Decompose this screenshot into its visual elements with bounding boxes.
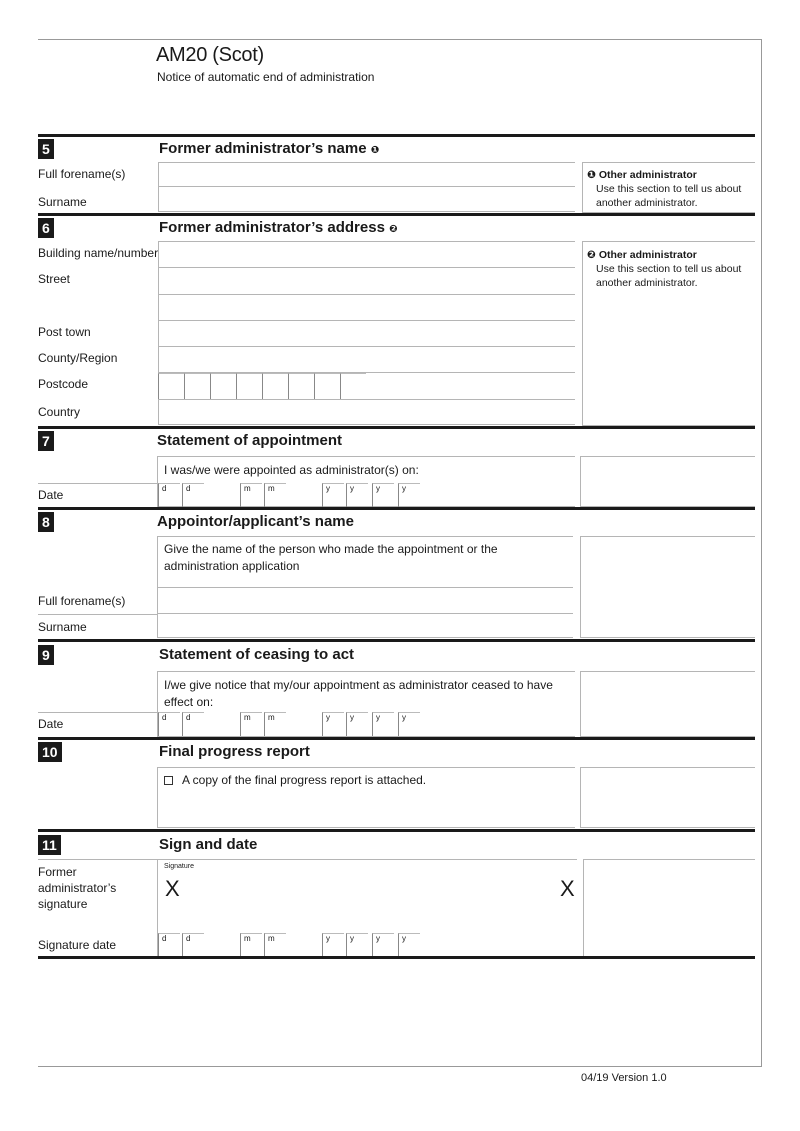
signature-date-input[interactable] (158, 933, 428, 957)
side-box-9 (580, 671, 755, 737)
county-input[interactable] (158, 347, 575, 373)
section-5-bar (38, 134, 755, 137)
side-box-7 (580, 456, 755, 507)
label-country: Country (38, 405, 81, 419)
date-cell-day[interactable]: d (182, 712, 204, 736)
section-9-title: Statement of ceasing to act (159, 646, 355, 663)
side-box-11 (583, 859, 755, 957)
section-end-bar (38, 956, 755, 959)
appointor-surname-input[interactable] (157, 614, 573, 638)
date-cell-year[interactable]: y (372, 933, 394, 957)
label-signature: Former administrator’s signature (38, 865, 117, 911)
date-7-input[interactable] (158, 483, 428, 507)
signature-x-left: X (165, 876, 180, 901)
postcode-cell[interactable] (184, 373, 210, 399)
label-county: County/Region (38, 351, 118, 365)
section-8-number: 8 (38, 512, 54, 532)
postcode-cell[interactable] (314, 373, 340, 399)
note-6-text: Use this section to tell us about another administrator. (596, 263, 742, 289)
date-cell-day[interactable]: d (158, 933, 180, 957)
date-cell-year[interactable]: y (372, 483, 394, 507)
date-cell-year[interactable]: y (322, 933, 344, 957)
appointor-forenames-input[interactable] (157, 588, 573, 614)
street-input-2[interactable] (158, 295, 575, 321)
building-input[interactable] (158, 241, 575, 268)
section-8-bar (38, 507, 755, 510)
date-cell-day[interactable]: d (158, 483, 180, 507)
date-cell-month[interactable]: m (240, 933, 262, 957)
date-cell-year[interactable]: y (346, 483, 368, 507)
label-appointor-surname: Surname (38, 620, 87, 634)
label-date-9: Date (38, 717, 64, 731)
date-cell-year[interactable]: y (398, 712, 420, 736)
page-bottom-rule (38, 1066, 762, 1067)
full-forenames-input[interactable] (158, 162, 575, 187)
side-box-10 (580, 767, 755, 828)
section-6-number: 6 (38, 218, 54, 238)
label-post-town: Post town (38, 325, 91, 339)
section-11-title: Sign and date (159, 836, 258, 853)
section-8-title: Appointor/applicant’s name (157, 513, 354, 530)
form-code: AM20 (Scot) (156, 44, 264, 66)
date-cell-day[interactable]: d (158, 712, 180, 736)
statement-7-text: I was/we were appointed as administrator(s) on: (164, 463, 419, 477)
section-7-title: Statement of appointment (157, 432, 343, 449)
date-cell-month[interactable]: m (264, 483, 286, 507)
label-surname: Surname (38, 195, 87, 209)
section-6-title: Former administrator’s address ❷ (159, 219, 398, 236)
page-top-rule (38, 39, 762, 40)
label-street: Street (38, 272, 71, 286)
date-cell-day[interactable]: d (182, 933, 204, 957)
side-box-8 (580, 536, 755, 638)
postcode-cell[interactable] (158, 373, 184, 399)
postcode-cell[interactable] (288, 373, 314, 399)
page-right-rule (761, 39, 762, 1067)
section-5-number: 5 (38, 139, 54, 159)
note-5-text: Use this section to tell us about another administrator. (596, 183, 742, 209)
section-7-number: 7 (38, 431, 54, 451)
country-input[interactable] (158, 399, 575, 425)
date-cell-month[interactable]: m (264, 712, 286, 736)
section-9-bar (38, 639, 755, 642)
note-6-title: ❷ Other administrator (587, 249, 697, 261)
postcode-input[interactable] (158, 373, 366, 399)
label-appointor-forenames: Full forename(s) (38, 594, 126, 608)
statement-9-text: I/we give notice that my/our appointment as administrator ceased to have effect on: (164, 678, 553, 709)
section-10-bar (38, 737, 755, 740)
date-cell-year[interactable]: y (398, 933, 420, 957)
appointor-rule (38, 614, 158, 615)
date-cell-year[interactable]: y (398, 483, 420, 507)
street-input-1[interactable] (158, 268, 575, 295)
date-cell-month[interactable]: m (240, 483, 262, 507)
version-label: 04/19 Version 1.0 (581, 1072, 667, 1084)
section-9-number: 9 (38, 645, 54, 665)
section-5-title: Former administrator’s name ❶ (159, 140, 380, 157)
section-11-bar (38, 829, 755, 832)
label-building: Building name/number (38, 246, 159, 260)
signature-caption: Signature (164, 863, 194, 870)
note-5-title: ❶ Other administrator (587, 169, 697, 181)
postcode-cell[interactable] (210, 373, 236, 399)
date-cell-month[interactable]: m (264, 933, 286, 957)
date-cell-month[interactable]: m (240, 712, 262, 736)
postcode-cell[interactable] (262, 373, 288, 399)
signature-rule (38, 859, 158, 860)
section-7-bar (38, 426, 755, 429)
postcode-cell[interactable] (340, 373, 366, 399)
surname-input[interactable] (158, 187, 575, 212)
date-9-input[interactable] (158, 712, 428, 736)
statement-8-text: Give the name of the person who made the appointment or the administration application (164, 542, 498, 573)
final-report-label: A copy of the final progress report is attached. (182, 773, 427, 787)
date-9-rule (38, 712, 158, 713)
date-7-rule (38, 483, 158, 484)
label-full-forenames: Full forename(s) (38, 167, 126, 181)
postcode-cell[interactable] (236, 373, 262, 399)
form-subtitle: Notice of automatic end of administration (157, 70, 375, 84)
date-cell-day[interactable]: d (182, 483, 204, 507)
signature-x-right: X (560, 876, 575, 901)
label-postcode: Postcode (38, 377, 89, 391)
section-10-title: Final progress report (159, 743, 310, 760)
date-cell-year[interactable]: y (322, 483, 344, 507)
post-town-input[interactable] (158, 321, 575, 347)
final-report-checkbox[interactable] (164, 776, 173, 785)
section-11-number: 11 (38, 835, 61, 855)
section-10-number: 10 (38, 742, 62, 762)
date-cell-year[interactable]: y (372, 712, 394, 736)
date-cell-year[interactable]: y (322, 712, 344, 736)
label-date-7: Date (38, 488, 64, 502)
label-signature-date: Signature date (38, 938, 117, 952)
section-6-bar (38, 213, 755, 216)
date-cell-year[interactable]: y (346, 712, 368, 736)
date-cell-year[interactable]: y (346, 933, 368, 957)
